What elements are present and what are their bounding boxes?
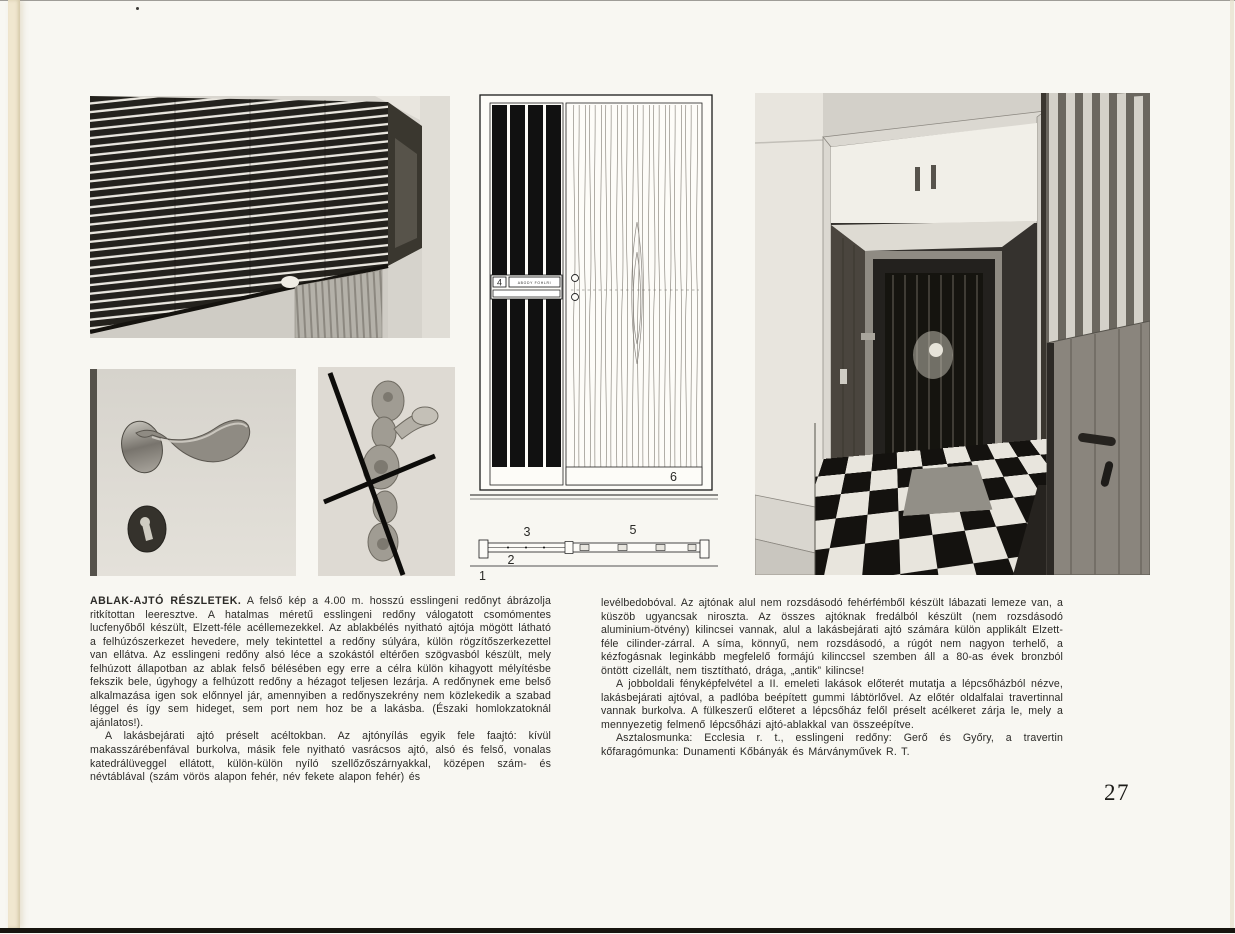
plan-label-3: 3 — [523, 525, 531, 539]
page-bottom-edge — [0, 928, 1235, 933]
blinds-photo-art — [90, 96, 450, 338]
bottom-rail — [566, 467, 702, 485]
page-right-edge — [1230, 0, 1234, 928]
label-6: 6 — [670, 470, 677, 484]
plan-label-1: 1 — [479, 569, 486, 583]
door-drawing — [470, 92, 718, 584]
paragraph-1 — [90, 595, 551, 730]
door-edge — [90, 369, 97, 576]
door-drawing-art — [470, 92, 718, 584]
right-door — [1047, 321, 1150, 575]
article-right-column — [601, 597, 1063, 760]
page-number: 27 — [1104, 780, 1130, 805]
stairs — [755, 495, 815, 575]
antique-handle-photo — [318, 367, 455, 576]
paragraph-2: A lakásbejárati ajtó préselt acéltokban. Az ajtónyílás egyik fele faajtó: kívül makasszárébenfával burkolva, másik fele nyitható vasrácsos ajtó, alsó és felső, vonalas katedrálüveggel ellátott, külön-külön nyíló szellőzőszárnyakkal, középen szám- és névtáblával (szám vörös alapon fehér, név fekete alapon fehér) és — [90, 730, 551, 784]
hall-photo-overlay — [755, 93, 1150, 575]
hall-photo — [755, 93, 1150, 575]
nameplate-name: ABODY FOHLRI — [517, 281, 552, 286]
door-handle-art — [90, 369, 296, 576]
door-handle-photo — [90, 369, 296, 576]
plan-section — [470, 523, 718, 583]
plan-label-2: 2 — [507, 553, 515, 567]
photo-background — [90, 369, 296, 576]
article-left-column — [90, 595, 551, 785]
wood-grain — [571, 105, 699, 467]
paragraph-1-text: A felső kép a 4.00 m. hosszú esslingeni redőnyt ábrázolja ritkítottan leeresztve. A hatalmas méretű esslingeni redőny válogatott csomómentes lucfenyőből készült, Elzett-féle acéllemezekkel. Az ablakbélés nyitható ajtója mögött látható a felhúzószerkezet hevedere, mely tekintettel a redőny súlyára, külön rögzítőszerkezettel van ellátva. Az esslingeni redőny alsó léce a szokástól eltérően szögvasból készült, mely felhúzott állapotban az ablak felső bélésében egy erre a célra külön kihagyott mélyítésbe fekszik bele, úgyhogy a felhúzott redőny a hézagot teljesen lezárja. A redőnynek eme belső alkalmazása igen sok előnnyel jár, amennyiben a redőnyszekrény nem közlekedik a szabad léggel és így sem hideget, sem port nem hoz be a lakásba. (Északi homlokzatoknál ajánlatos!). — [90, 595, 551, 729]
paragraph-3: A jobboldali fényképfelvétel a II. emeleti lakások előterét mutatja a lépcsőházból nézve, lakásbejárati ajtóval, a padlóba beépített gummi lábtörlővel. Az előtér oldalfalai travertinnal vannak burkolva. A fülkeszerű előteret a lépcsőház felől préselt acélkeret zárja le, mely a mennyezetig felmenő lépcsőházi ajtó-ablakkal van összeépítve. — [601, 678, 1063, 731]
antique-shell-knob — [412, 407, 438, 425]
article-heading: ABLAK-AJTÓ RÉSZLETEK. — [90, 595, 242, 607]
paragraph-2-continued: levélbedobóval. Az ajtónak alul nem rozsdásodó fehérfémből készült lábazati lemeze van, a küszöb ugyancsak niroszta. Az összes ajtóknak fredálból készült (nem rozsdásodó aluminium-ötvény) kilincsei vannak, alul a lakásbejárati ajtó számára külön applikált Elzett-féle cilinder-zárral. A síma, könnyű, nem rozsdásodó, a rúgót nem nagyon terhelő, a kézfogásnak leginkább megfelelő formájú kilinccsel szemben áll a 80-as évek bronzból öntött cizellált, nem tisztítható, drága, „antik” kilincse! — [601, 597, 1063, 677]
dust-speck — [136, 7, 139, 10]
left-wall-lower — [755, 423, 815, 507]
radiator-valve — [281, 276, 299, 288]
nameplate-band — [491, 275, 562, 299]
blinds-photo — [90, 96, 450, 338]
credits: Asztalosmunka: Ecclesia r. t., esslingeni redőny: Gerő és Győry, a travertin kőfaragómunka: Dunamenti Kőbányák és Márványművek R. T. — [601, 732, 1063, 759]
binding-gutter-strip — [8, 0, 20, 928]
open-casement — [395, 138, 417, 248]
page-top-edge — [0, 0, 1235, 1]
wall-right — [420, 96, 450, 338]
nameplate-number: 4 — [496, 277, 503, 288]
plan-label-5: 5 — [629, 523, 637, 537]
antique-handle-art — [318, 367, 455, 576]
